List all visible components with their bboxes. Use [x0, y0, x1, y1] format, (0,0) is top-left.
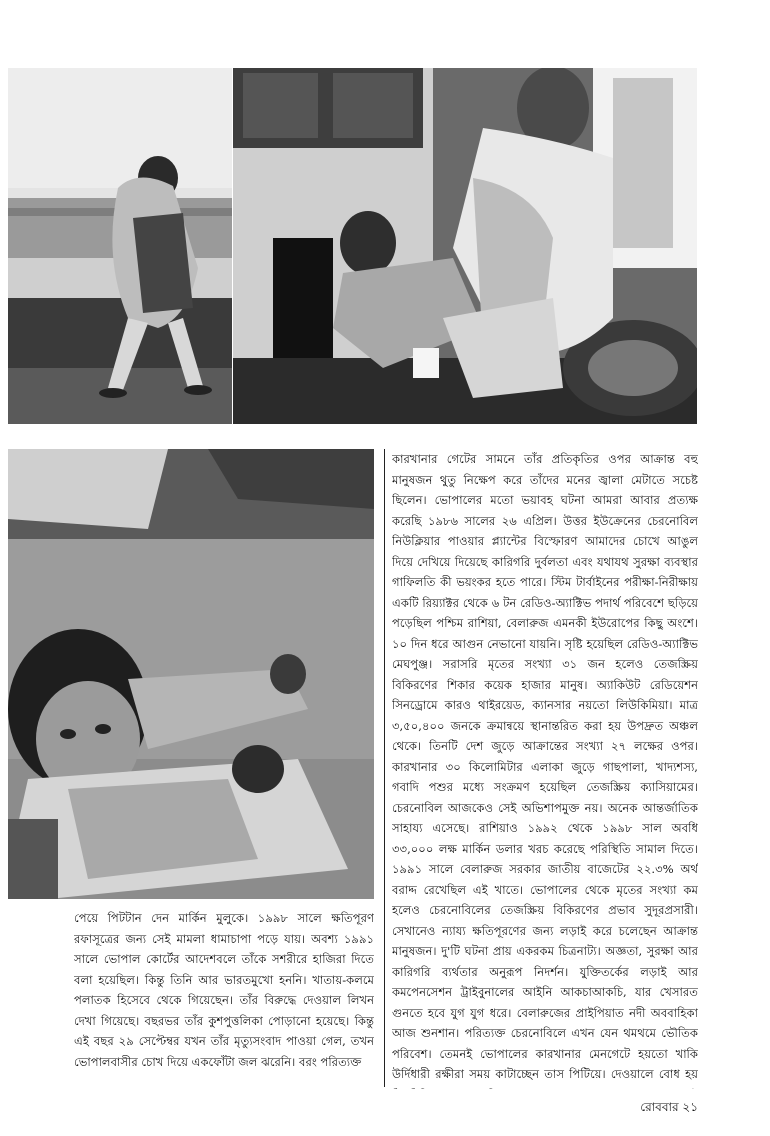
column-divider — [384, 449, 385, 1087]
page-footer: রোববার ২১ — [640, 1100, 698, 1114]
photo-woman-holding-boy — [233, 68, 697, 424]
article-text-right: কারখানার গেটের সামনে তাঁর প্রতিকৃতির ওপর আক্রান্ত বহু মানুষজন থুতু নিক্ষেপ করে তাঁদের মনের জ্বালা মেটাতে সচেষ্ট ছিলেন। ভোপালের মতো ভয়াবহ ঘটনা আমরা আবার প্রত্যক্ষ করেছি ১৯৮৬ সালের ২৬ এপ্রিল। উত্তর ইউক্রেনের চেরনোবিল নিউক্লিয়ার পাওয়ার প্ল্যান্টের বিস্ফোরণ আমাদের চোখে আঙুল দিয়ে দেখিয়ে দিয়েছে কারিগরি দুর্বলতা এবং যথাযথ সুরক্ষা ব্যবস্থার গাফিলতি কী ভয়ংকর হতে পারে। স্টিম টার্বাইনের পরীক্ষা-নিরীক্ষায় একটি রিয়্যাক্টর থেকে ৬ টন রেডিও-অ্যাক্টিভ পদার্থ পরিবেশে ছড়িয়ে পড়েছিল পশ্চিম রাশিয়া, বেলারুজ এমনকী ইউরোপের কিছু অংশে। ১০ দিন ধরে আগুন নেভানো যায়নি। সৃষ্টি হয়েছিল রেডিও-অ্যাক্টিভ মেঘপুঞ্জ। সরাসরি মৃতের সংখ্যা ৩১ জন হলেও তেজস্ক্রিয় বিকিরণের শিকার কয়েক হাজার মানুষ। অ্যাকিউট রেডিয়েশন সিনড্রোমে কারও থাইরয়েড, ক্যানসার নয়তো লিউকিমিয়া। মাত্র ৩,৫০,৪০০ জনকে ক্রমান্বয়ে স্থানান্তরিত করা হয় উপদ্রুত অঞ্চল থেকে। তিনটি দেশ জুড়ে আক্রান্তের সংখ্যা ২৭ লক্ষের ওপর। কারখানার ৩০ কিলোমিটার এলাকা জুড়ে গাছপালা, খাদ্যশস্য, গবাদি পশুর মধ্যে সংক্রমণ হয়েছিল তেজস্ক্রিয় ক্যাসিয়ামের। চেরনোবিল আজকেও সেই অভিশাপমুক্ত নয়। অনেক আন্তর্জাতিক সাহায্য এসেছে। রাশিয়াও ১৯৯২ থেকে ১৯৯৮ সাল অবধি ৩৩,০০০ লক্ষ মার্কিন ডলার খরচ করেছে পরিস্থিতি সামাল দিতে। ১৯৯১ সালে বেলারুজ সরকার জাতীয় বাজেটের ২২.৩% অর্থ বরাদ্দ রেখেছিল এই খাতে। ভোপালের থেকে মৃতের সংখ্যা কম হলেও চেরনোবিলের তেজস্ক্রিয় বিকিরণের প্রভাব সুদূরপ্রসারী। সেখানেও ন্যায্য ক্ষতিপূরণের জন্য লড়াই করে চলেছেন আক্রান্ত মানুষজন। দু'টি ঘটনা প্রায় একরকম চিত্রনাট্য। অজ্ঞতা, সুরক্ষা আর কারিগরি ব্যর্থতার অনুরূপ নিদর্শন। যুক্তিতর্কের লড়াই আর কমপেনসেশন ট্রাইবুনালের আইনি আকচাআকচি, যার খেসারত গুনতে হবে যুগ যুগ ধরে। বেলারুজের প্রাইপিয়াত নদী অববাহিকা আজ শুনশান। পরিত্যক্ত চেরনোবিলে এখন যেন থমথমে ভৌতিক পরিবেশ। তেমনই ভোপালের কারখানার মেনগেটে হয়তো খাকি উর্দিধারী রক্ষীরা সময় কাটাচ্ছেন তাস পিটিয়ে। দেওয়ালে বোধ হয় — [392, 452, 698, 1081]
photo-child-lying-floor — [8, 449, 374, 899]
photo-woman-carrying-child-street — [8, 68, 232, 424]
article-column-left — [74, 908, 374, 1088]
article-column-right — [392, 449, 698, 1089]
article-text-left: পেয়ে পিটটান দেন মার্কিন মুলুকে। ১৯৯৮ সালে ক্ষতিপূরণ রফাসূত্রের জন্য সেই মামলা ধামাচাপা পড়ে যায়। অবশ্য ১৯৯১ সালে ভোপাল কোর্টের আদেশবলে তাঁকে সশরীরে হাজিরা দিতে বলা হয়েছিল। কিন্তু তিনি আর ভারতমুখো হননি। খাতায়-কলমে পলাতক হিসেবে থেকে গিয়েছেন। তাঁর বিরুদ্ধে দেওয়াল লিখন দেখা গিয়েছে। বছরভর তাঁর কুশপুত্তলিকা পোড়ানো হয়েছে। কিন্তু এই বছর ২৯ সেপ্টেম্বর যখন তাঁর মৃত্যুসংবাদ পাওয়া গেল, তখন ভোপালবাসীর চোখ দিয়ে একফোঁটা জল ঝরেনি। বরং পরিত্যক্ত — [74, 911, 374, 1069]
